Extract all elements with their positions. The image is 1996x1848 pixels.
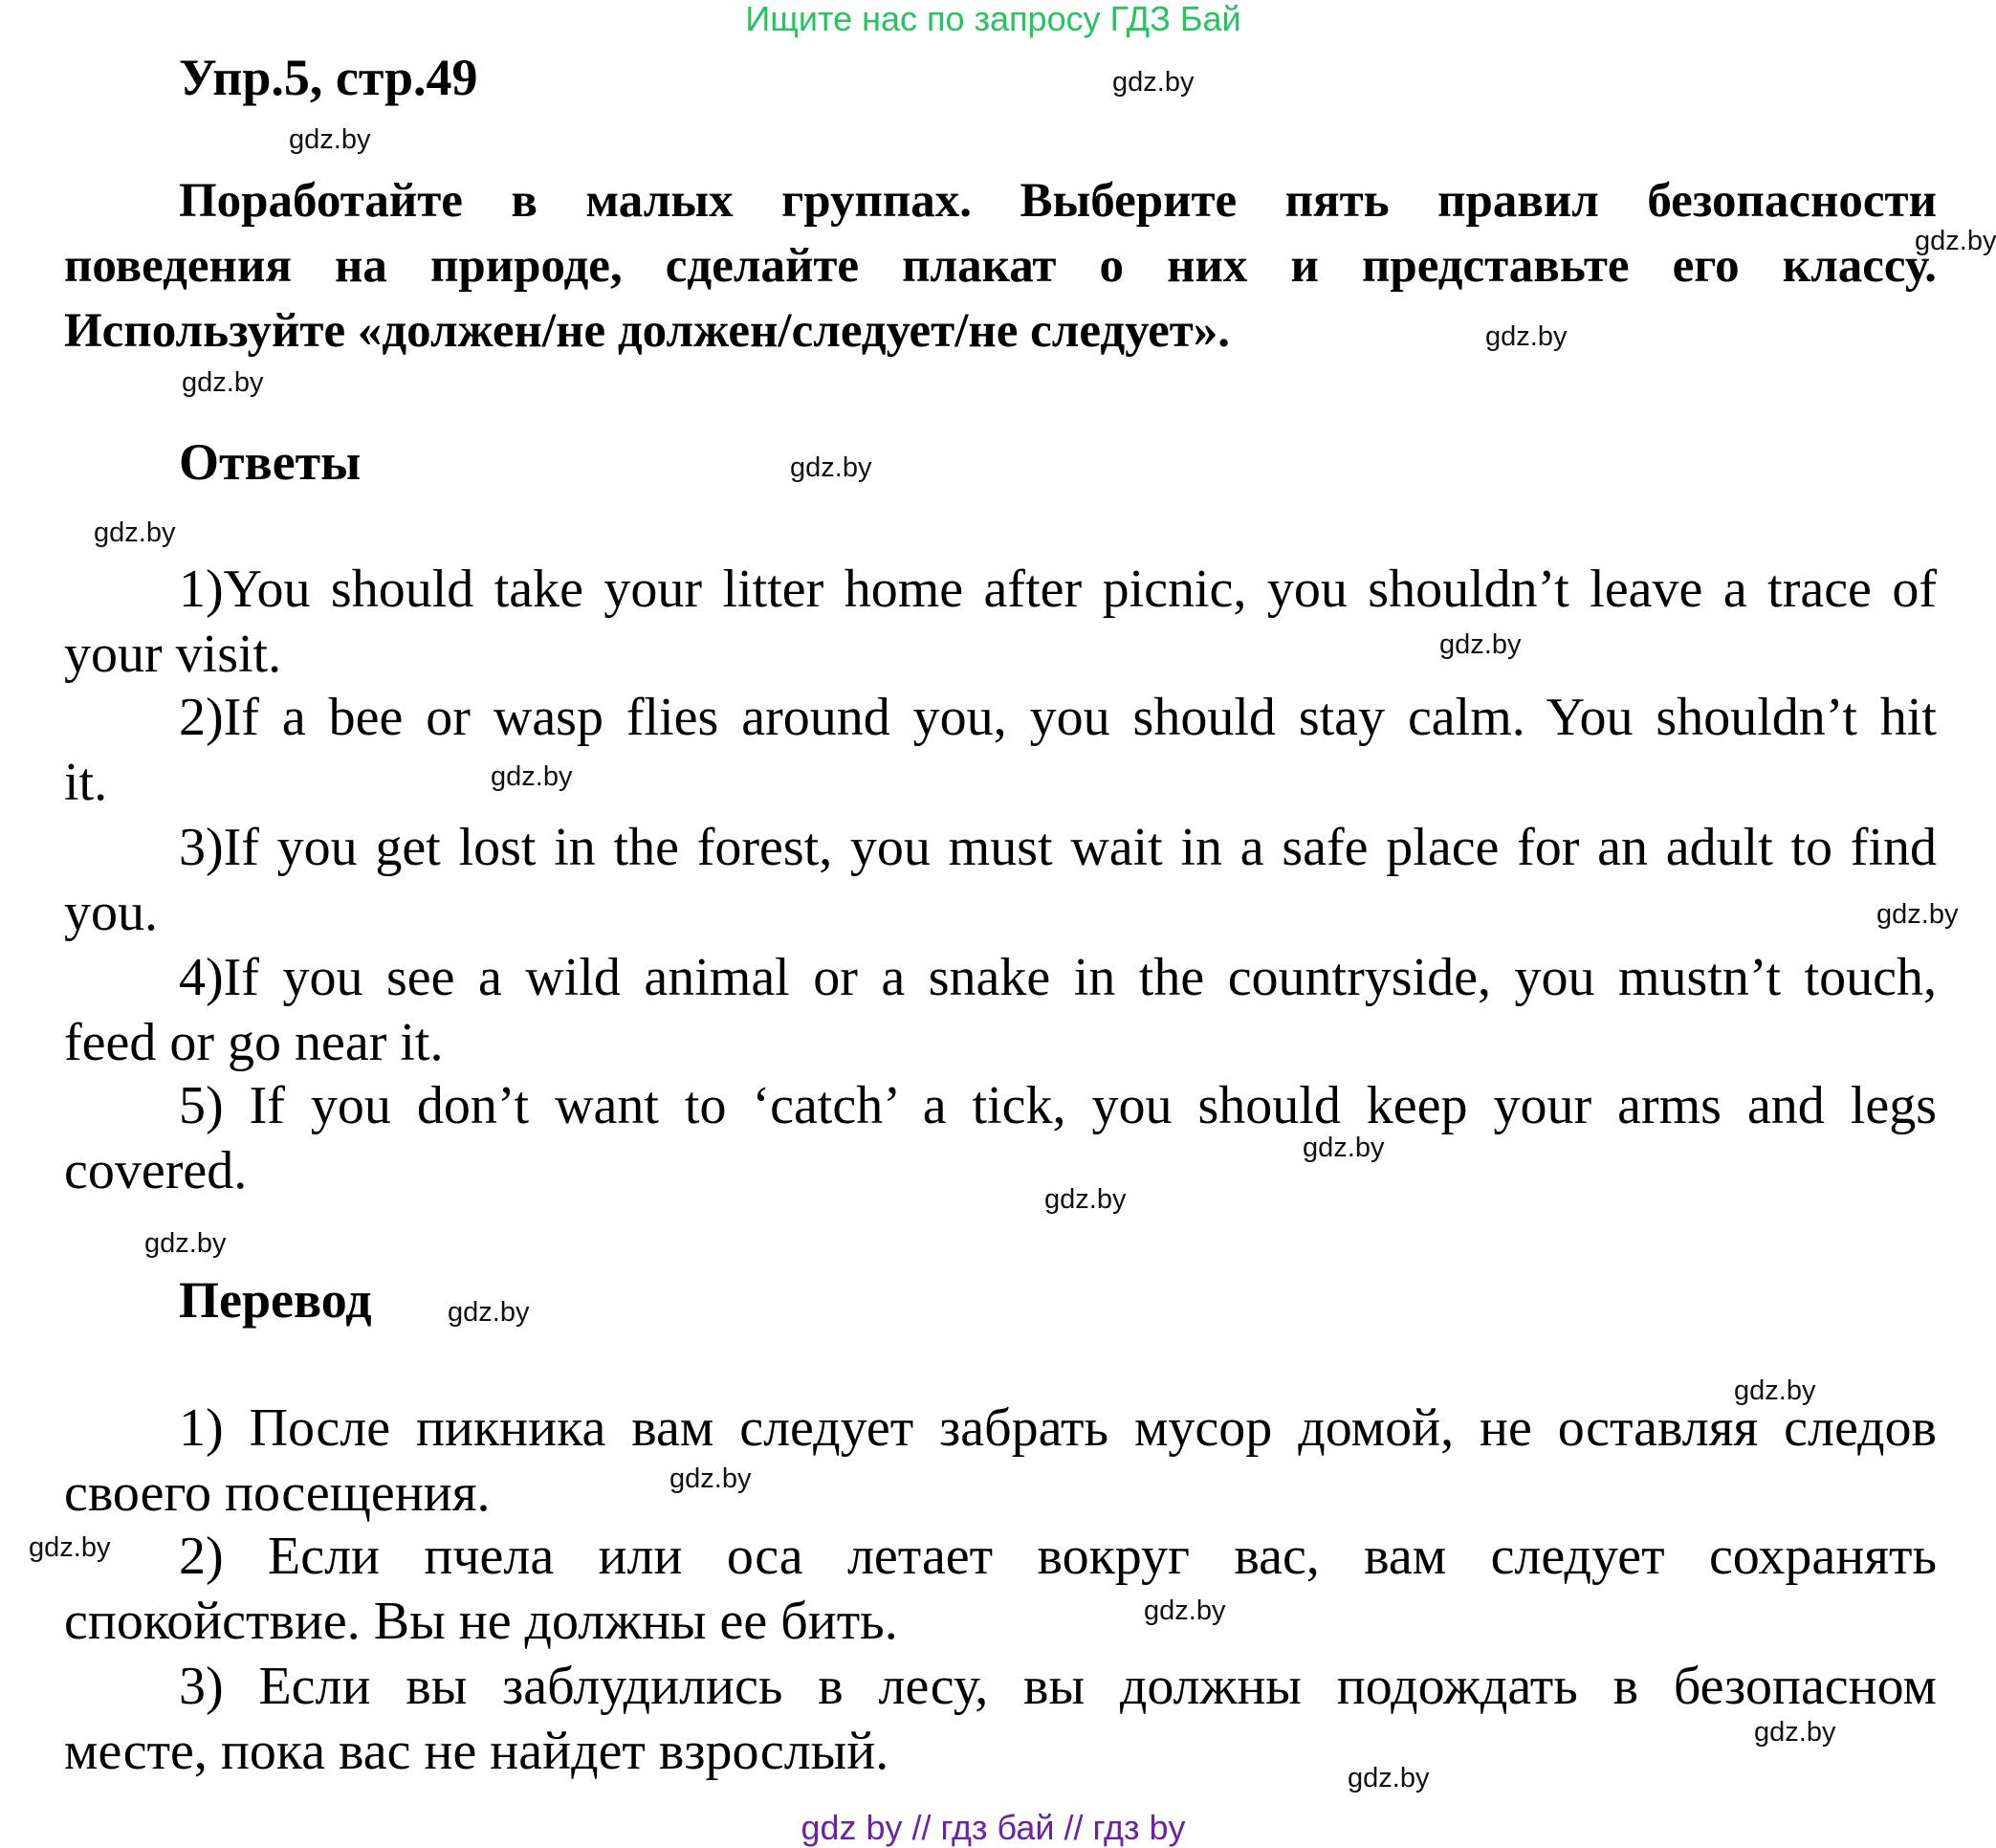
watermark: gdz.by [1734,1375,1816,1406]
watermark: gdz.by [491,761,573,792]
answer-2-line-1: 2)If a bee or wasp flies around you, you should stay calm. You shouldn’t hit [179,688,1937,747]
watermark: gdz.by [1044,1184,1127,1215]
task-line-1: Поработайте в малых группах. Выберите пять правил безопасности [179,174,1937,228]
exercise-heading: Упр.5, стр.49 [179,49,478,106]
answer-1-line-2: your visit. [64,625,282,684]
translation-2-line-2: спокойствие. Вы не должны ее бить. [64,1592,898,1651]
watermark: gdz.by [94,517,176,548]
translation-3-line-2: месте, пока вас не найдет взрослый. [64,1722,889,1781]
watermark: gdz.by [289,124,371,155]
watermark: gdz.by [1485,321,1568,352]
watermark: gdz.by [669,1463,752,1494]
watermark: gdz.by [144,1228,227,1259]
answer-4-line-2: feed or go near it. [64,1013,444,1072]
answer-4-line-1: 4)If you see a wild animal or a snake in the countryside, you mustn’t touch, [179,948,1937,1007]
watermark: gdz.by [1144,1595,1226,1626]
watermark: gdz.by [1112,67,1195,98]
answer-5-line-2: covered. [64,1141,248,1200]
answer-5-line-1: 5) If you don’t want to ‘catch’ a tick, you should keep your arms and legs [179,1076,1937,1135]
translation-1-line-1: 1) После пикника вам следует забрать мусор домой, не оставляя следов [179,1398,1937,1458]
answer-3-line-2: you. [64,883,158,942]
top-banner[interactable]: Ищите нас по запросу ГДЗ Бай [745,0,1241,38]
watermark: gdz.by [1439,629,1522,660]
watermark: gdz.by [1876,899,1959,930]
translation-1-line-2: своего посещения. [64,1463,491,1523]
answers-heading: Ответы [179,433,362,491]
answer-1-line-1: 1)You should take your litter home after picnic, you shouldn’t leave a trace of [179,560,1937,619]
watermark: gdz.by [1915,226,1996,256]
translation-2-line-1: 2) Если пчела или оса летает вокруг вас, вам следует сохранять [179,1527,1937,1586]
watermark: gdz.by [790,452,872,483]
watermark: gdz.by [1754,1717,1836,1748]
watermark: gdz.by [448,1297,530,1328]
translation-heading: Перевод [179,1271,372,1329]
task-line-2: поведения на природе, сделайте плакат о них и представьте его классу. [64,239,1937,293]
answer-2-line-2: it. [64,753,108,812]
footer-links[interactable]: gdz by // гдз бай // гдз by [801,1808,1186,1847]
task-line-3: Используйте «должен/не должен/следует/не следует». [64,304,1231,358]
watermark: gdz.by [1303,1133,1385,1163]
translation-3-line-1: 3) Если вы заблудились в лесу, вы должны подождать в безопасном [179,1657,1937,1716]
watermark: gdz.by [1348,1763,1430,1793]
watermark: gdz.by [182,367,264,398]
answer-3-line-1: 3)If you get lost in the forest, you must wait in a safe place for an adult to find [179,818,1937,877]
watermark: gdz.by [29,1532,111,1563]
